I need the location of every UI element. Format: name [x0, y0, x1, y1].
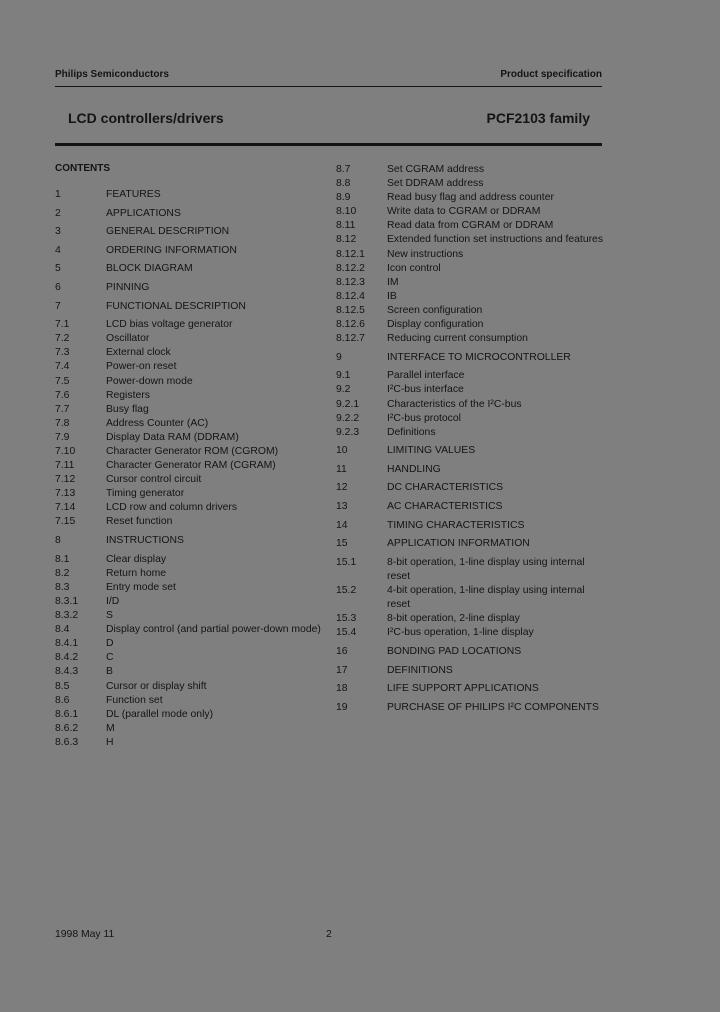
toc-entry-title: S — [106, 610, 113, 622]
toc-entry-number: 15.2 — [336, 585, 357, 597]
footer-page-number: 2 — [326, 929, 332, 940]
toc-entry-number: 8.12.7 — [336, 333, 365, 345]
toc-entry[interactable] — [336, 412, 604, 426]
toc-entry-title: AC CHARACTERISTICS — [387, 501, 503, 513]
toc-entry[interactable] — [55, 623, 330, 637]
toc-entry-title: LIMITING VALUES — [387, 445, 476, 457]
toc-entry-title: Character Generator ROM (CGROM) — [106, 446, 279, 457]
toc-entry[interactable] — [55, 417, 330, 431]
toc-entry[interactable] — [55, 680, 330, 694]
toc-entry-title: Read busy flag and address counter — [387, 192, 554, 204]
header-rule — [55, 86, 602, 87]
toc-entry-number: 8.3.2 — [55, 610, 79, 622]
toc-entry[interactable] — [55, 595, 330, 609]
toc-entry-number: 7.13 — [55, 488, 76, 500]
toc-entry[interactable] — [55, 346, 330, 360]
toc-entry-title: DEFINITIONS — [387, 664, 453, 676]
toc-entry-title: DC CHARACTERISTICS — [387, 482, 504, 494]
toc-entry-title: Busy flag — [106, 403, 149, 415]
toc-entry-number: 10 — [336, 445, 348, 457]
toc-entry-title: INSTRUCTIONS — [106, 535, 184, 547]
toc-entry-title: C — [106, 652, 114, 664]
toc-entry[interactable] — [336, 664, 604, 678]
toc-entry[interactable] — [336, 369, 604, 383]
toc-entry-number: 7.1 — [55, 319, 70, 331]
toc-entry-number: 17 — [336, 664, 348, 676]
toc-entry-title: Set CGRAM address — [387, 164, 485, 175]
toc-entry-number: 4 — [55, 244, 61, 256]
toc-entry-title: Power-down mode — [106, 375, 193, 387]
product-name: PCF2103 family — [486, 110, 590, 126]
toc-entry[interactable] — [55, 389, 330, 403]
toc-entry-title: Power-on reset — [106, 361, 177, 373]
toc-entry-title: BONDING PAD LOCATIONS — [387, 645, 522, 657]
toc-entry-title: Display configuration — [387, 319, 484, 331]
toc-entry-title: B — [106, 666, 113, 678]
toc-entry[interactable] — [55, 244, 330, 258]
toc-entry[interactable] — [55, 651, 330, 665]
toc-entry-number: 7 — [55, 300, 61, 312]
toc-entry-number: 7.11 — [55, 460, 75, 472]
toc-entry-title: Write data to CGRAM or DDRAM — [387, 206, 541, 218]
toc-entry-number: 7.9 — [55, 431, 70, 443]
toc-entry-number: 7.12 — [55, 474, 76, 486]
toc-entry-title: M — [106, 722, 115, 734]
footer-date: 1998 May 11 — [55, 929, 115, 940]
toc-entry-title: LCD bias voltage generator — [106, 319, 233, 331]
toc-entry[interactable] — [336, 351, 604, 365]
document-title: LCD controllers/drivers — [68, 110, 224, 126]
toc-entry[interactable] — [336, 219, 604, 233]
toc-entry-number: 7.7 — [55, 403, 70, 415]
toc-entry[interactable] — [55, 515, 330, 529]
toc-entry-title: IB — [387, 290, 397, 302]
toc-entry-title: Cursor control circuit — [106, 474, 202, 486]
toc-entry-number: 8 — [55, 535, 61, 547]
toc-entry-title: H — [106, 736, 114, 748]
toc-entry[interactable] — [55, 300, 330, 314]
toc-entry[interactable] — [55, 403, 330, 417]
toc-entry-title: New instructions — [387, 248, 464, 260]
toc-entry-title: Characteristics of the I²C-bus — [387, 398, 522, 410]
toc-entry-title: TIMING CHARACTERISTICS — [387, 519, 525, 531]
toc-entry-title: reset — [387, 599, 411, 611]
toc-entry[interactable] — [336, 398, 604, 412]
toc-entry-title: INTERFACE TO MICROCONTROLLER — [387, 351, 571, 363]
toc-entry-title: Screen configuration — [387, 304, 483, 316]
toc-entry-number: 15.1 — [336, 556, 357, 568]
toc-entry[interactable] — [55, 332, 330, 346]
toc-entry[interactable] — [55, 534, 330, 548]
toc-entry-number: 8.6.2 — [55, 722, 79, 734]
toc-entry-number: 8.12.6 — [336, 319, 365, 331]
toc-entry-title: Display Data RAM (DDRAM) — [106, 431, 239, 443]
toc-entry-title: I/D — [106, 595, 120, 607]
toc-entry-title: Registers — [106, 389, 150, 401]
toc-entry[interactable] — [336, 304, 604, 318]
toc-entry-number: 8.12.3 — [336, 276, 365, 288]
toc-entry-number: 6 — [55, 281, 61, 293]
toc-entry-title: APPLICATION INFORMATION — [387, 538, 530, 550]
toc-entry-title: 8-bit operation, 2-line display — [387, 613, 520, 625]
toc-entry-number: 8.7 — [336, 164, 351, 175]
contents-left-column — [55, 188, 330, 750]
toc-entry[interactable] — [55, 637, 330, 651]
toc-entry-number: 8.11 — [336, 220, 356, 232]
toc-entry[interactable] — [55, 736, 330, 750]
toc-entry-title: 4-bit operation, 1-line display using internal — [387, 585, 585, 597]
contents-right-column — [336, 163, 604, 715]
toc-entry[interactable] — [336, 332, 604, 346]
contents-heading: CONTENTS — [55, 163, 110, 174]
toc-entry[interactable] — [336, 645, 604, 659]
toc-entry-number: 7.5 — [55, 375, 70, 387]
toc-entry-title: Parallel interface — [387, 370, 465, 382]
toc-entry-number: 12 — [336, 482, 348, 494]
toc-entry-title: PINNING — [106, 281, 150, 293]
toc-entry[interactable] — [55, 459, 330, 473]
toc-entry-title: ORDERING INFORMATION — [106, 244, 237, 256]
toc-entry[interactable] — [336, 570, 604, 584]
toc-entry-title: Oscillator — [106, 333, 150, 345]
toc-entry[interactable] — [55, 473, 330, 487]
toc-entry[interactable] — [55, 694, 330, 708]
toc-entry-number: 15.4 — [336, 627, 357, 639]
toc-entry-number: 9.2.3 — [336, 426, 360, 438]
toc-entry-number: 8.3 — [55, 581, 70, 593]
toc-entry-number: 8.12.1 — [336, 248, 365, 260]
toc-entry-title: IM — [387, 276, 399, 288]
toc-entry[interactable] — [55, 567, 330, 581]
toc-entry[interactable] — [55, 225, 330, 239]
toc-entry[interactable] — [55, 375, 330, 389]
toc-entry-number: 7.8 — [55, 417, 70, 429]
toc-entry-title: 8-bit operation, 1-line display using internal — [387, 556, 585, 568]
toc-entry-number: 8.10 — [336, 206, 357, 218]
toc-entry-number: 13 — [336, 501, 348, 513]
toc-entry[interactable] — [336, 318, 604, 332]
toc-entry[interactable] — [55, 609, 330, 623]
toc-entry[interactable] — [55, 553, 330, 567]
toc-entry[interactable] — [55, 207, 330, 221]
toc-entry-number: 8.5 — [55, 680, 70, 692]
toc-entry-number: 16 — [336, 645, 348, 657]
toc-entry[interactable] — [55, 360, 330, 374]
toc-entry-title: I²C-bus interface — [387, 384, 464, 396]
toc-entry-title: Extended function set instructions and features — [387, 234, 604, 246]
toc-entry[interactable] — [336, 537, 604, 551]
toc-entry-title: Character Generator RAM (CGRAM) — [106, 460, 276, 472]
toc-entry-title: I²C-bus operation, 1-line display — [387, 627, 534, 639]
toc-entry[interactable] — [55, 431, 330, 445]
toc-entry-title: Icon control — [387, 262, 441, 274]
toc-entry-title: Reducing current consumption — [387, 333, 528, 345]
toc-entry-number: 8.12 — [336, 234, 357, 246]
toc-entry-number: 8.12.4 — [336, 290, 365, 302]
toc-entry[interactable] — [55, 281, 330, 295]
toc-entry[interactable] — [336, 383, 604, 397]
toc-entry[interactable] — [336, 682, 604, 696]
toc-entry[interactable] — [55, 722, 330, 736]
toc-entry-title: LCD row and column drivers — [106, 502, 238, 514]
toc-entry[interactable] — [336, 426, 604, 440]
toc-entry-title: FEATURES — [106, 189, 161, 200]
company-name: Philips Semiconductors — [55, 69, 169, 80]
toc-entry[interactable] — [55, 501, 330, 515]
toc-entry-number: 5 — [55, 263, 61, 275]
toc-entry[interactable] — [55, 318, 330, 332]
toc-entry-number: 8.4.2 — [55, 652, 79, 664]
toc-entry-number: 8.8 — [336, 178, 351, 190]
toc-entry[interactable] — [55, 188, 330, 202]
toc-entry[interactable] — [336, 584, 604, 598]
toc-entry-number: 8.4.1 — [55, 638, 79, 650]
toc-entry-title: BLOCK DIAGRAM — [106, 263, 193, 275]
toc-entry-number: 9.1 — [336, 370, 351, 382]
toc-entry-number: 8.4.3 — [55, 666, 79, 678]
toc-entry-number: 15.3 — [336, 613, 357, 625]
document-type: Product specification — [500, 69, 602, 80]
toc-entry-number: 8.6.1 — [55, 708, 79, 720]
toc-entry-title: I²C-bus protocol — [387, 412, 461, 424]
toc-entry[interactable] — [336, 598, 604, 612]
toc-entry[interactable] — [336, 276, 604, 290]
toc-entry[interactable] — [336, 463, 604, 477]
toc-entry-number: 7.3 — [55, 347, 70, 359]
toc-entry[interactable] — [336, 481, 604, 495]
toc-entry[interactable] — [55, 581, 330, 595]
toc-entry[interactable] — [336, 248, 604, 262]
toc-entry-number: 8.9 — [336, 192, 351, 204]
toc-entry-title: reset — [387, 570, 411, 582]
toc-entry-title: Read data from CGRAM or DDRAM — [387, 220, 554, 232]
toc-entry-title: Display control (and partial power-down mode) — [106, 624, 321, 636]
toc-entry-number: 2 — [55, 207, 61, 219]
toc-entry[interactable] — [336, 163, 604, 177]
toc-entry-title: DL (parallel mode only) — [106, 708, 214, 720]
toc-entry-title: Function set — [106, 694, 163, 706]
toc-entry[interactable] — [336, 626, 604, 640]
toc-entry-number: 7.15 — [55, 516, 76, 528]
toc-entry-title: FUNCTIONAL DESCRIPTION — [106, 300, 246, 312]
toc-entry-number: 7.10 — [55, 446, 76, 457]
toc-entry[interactable] — [336, 177, 604, 191]
toc-entry-title: PURCHASE OF PHILIPS I²C COMPONENTS — [387, 701, 599, 713]
toc-entry-title: Clear display — [106, 553, 167, 565]
toc-entry-title: HANDLING — [387, 463, 441, 475]
toc-entry[interactable] — [336, 500, 604, 514]
toc-entry-number — [336, 598, 387, 612]
toc-entry-number: 14 — [336, 519, 348, 531]
toc-entry-number: 8.1 — [55, 553, 70, 565]
toc-entry-title: GENERAL DESCRIPTION — [106, 226, 230, 238]
toc-entry-title: Set DDRAM address — [387, 178, 484, 190]
toc-entry-number: 9.2.1 — [336, 398, 360, 410]
toc-entry-title: External clock — [106, 347, 171, 359]
toc-entry-number: 8.6.3 — [55, 736, 79, 748]
toc-entry-number: 18 — [336, 683, 348, 695]
toc-entry-number: 9.2.2 — [336, 412, 360, 424]
toc-entry-number: 8.12.5 — [336, 304, 365, 316]
toc-entry[interactable] — [336, 612, 604, 626]
toc-entry[interactable] — [336, 519, 604, 533]
toc-entry-title: Timing generator — [106, 488, 185, 500]
toc-entry-number: 11 — [336, 463, 347, 475]
title-rule — [55, 143, 602, 146]
toc-entry-title: Return home — [106, 567, 167, 579]
toc-entry-number — [336, 570, 387, 584]
toc-entry-title: Reset function — [106, 516, 173, 528]
toc-entry[interactable] — [336, 701, 604, 715]
toc-entry-number: 9.2 — [336, 384, 351, 396]
toc-entry[interactable] — [336, 191, 604, 205]
toc-entry-number: 7.4 — [55, 361, 70, 373]
toc-entry-number: 7.2 — [55, 333, 70, 345]
toc-entry-title: Definitions — [387, 426, 436, 438]
toc-entry-number: 8.2 — [55, 567, 70, 579]
toc-entry[interactable] — [336, 262, 604, 276]
toc-entry-number: 7.6 — [55, 389, 70, 401]
toc-entry-title: APPLICATIONS — [106, 207, 181, 219]
toc-entry[interactable] — [336, 290, 604, 304]
toc-entry[interactable] — [55, 487, 330, 501]
toc-entry-number: 7.14 — [55, 502, 76, 514]
toc-entry-number: 8.6 — [55, 694, 70, 706]
toc-entry-number: 8.12.2 — [336, 262, 365, 274]
toc-entry-number: 19 — [336, 701, 348, 713]
toc-entry[interactable] — [336, 444, 604, 458]
toc-entry[interactable] — [336, 205, 604, 219]
toc-entry-title: Address Counter (AC) — [106, 417, 209, 429]
toc-entry-number: 8.3.1 — [55, 595, 79, 607]
toc-entry[interactable] — [55, 262, 330, 276]
toc-entry[interactable] — [336, 556, 604, 570]
toc-entry-title: D — [106, 638, 114, 650]
toc-entry-title: LIFE SUPPORT APPLICATIONS — [387, 683, 539, 695]
toc-entry[interactable] — [55, 708, 330, 722]
toc-entry[interactable] — [55, 665, 330, 679]
toc-entry-number: 8.4 — [55, 624, 70, 636]
toc-entry-title: Entry mode set — [106, 581, 176, 593]
toc-entry-number: 9 — [336, 351, 342, 363]
toc-entry-title: Cursor or display shift — [106, 680, 207, 692]
toc-entry[interactable] — [55, 445, 330, 459]
toc-entry-number: 3 — [55, 226, 61, 238]
toc-entry[interactable] — [336, 233, 604, 247]
toc-entry-number: 1 — [55, 189, 61, 200]
toc-entry-number: 15 — [336, 538, 348, 550]
